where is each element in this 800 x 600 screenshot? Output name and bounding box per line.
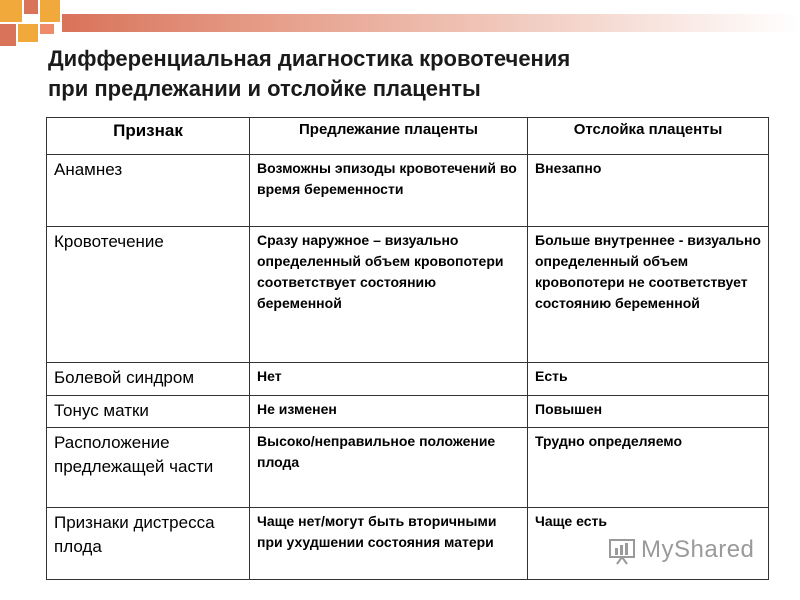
cell-abruption: Есть xyxy=(528,363,769,396)
cell-sign: Анамнез xyxy=(47,155,250,227)
watermark-text: MyShared xyxy=(641,536,755,563)
table-header-row xyxy=(47,118,769,155)
cell-sign: Кровотечение xyxy=(47,227,250,363)
cell-sign: Болевой синдром xyxy=(47,363,250,396)
cell-abruption: Трудно определяемо xyxy=(528,428,769,508)
table-row xyxy=(47,428,769,508)
cell-abruption: Больше внутреннее - визуально определенный объем кровопотери не соответствует состоянию беременной xyxy=(528,227,769,363)
watermark xyxy=(607,535,754,565)
cell-sign: Признаки дистресса плода xyxy=(47,508,250,580)
cell-previa: Сразу наружное – визуально определенный объем кровопотери соответствует состоянию беременной xyxy=(250,227,528,363)
diagnosis-table xyxy=(46,117,769,580)
cell-abruption: Внезапно xyxy=(528,155,769,227)
cell-sign: Расположение предлежащей части xyxy=(47,428,250,508)
header-previa: Предлежание плаценты xyxy=(250,118,528,155)
cell-previa: Возможны эпизоды кровотечений во время беременности xyxy=(250,155,528,227)
cell-previa: Нет xyxy=(250,363,528,396)
table-row xyxy=(47,155,769,227)
title-line-1: Дифференциальная диагностика кровотечения xyxy=(48,46,571,71)
title-line-2: при предлежании и отслойке плаценты xyxy=(48,76,481,101)
table-row xyxy=(47,396,769,428)
slide-title xyxy=(48,44,768,104)
chart-board-icon xyxy=(607,535,637,565)
cell-previa: Не изменен xyxy=(250,396,528,428)
header-sign: Признак xyxy=(47,118,250,155)
cell-previa: Чаще нет/могут быть вторичными при ухудшении состояния матери xyxy=(250,508,528,580)
cell-abruption: Чаще есть xyxy=(528,508,769,580)
header-band xyxy=(62,14,800,32)
cell-previa: Высоко/неправильное положение плода xyxy=(250,428,528,508)
table-row xyxy=(47,227,769,363)
cell-abruption: Повышен xyxy=(528,396,769,428)
header-abruption: Отслойка плаценты xyxy=(528,118,769,155)
cell-sign: Тонус матки xyxy=(47,396,250,428)
table-row xyxy=(47,363,769,396)
